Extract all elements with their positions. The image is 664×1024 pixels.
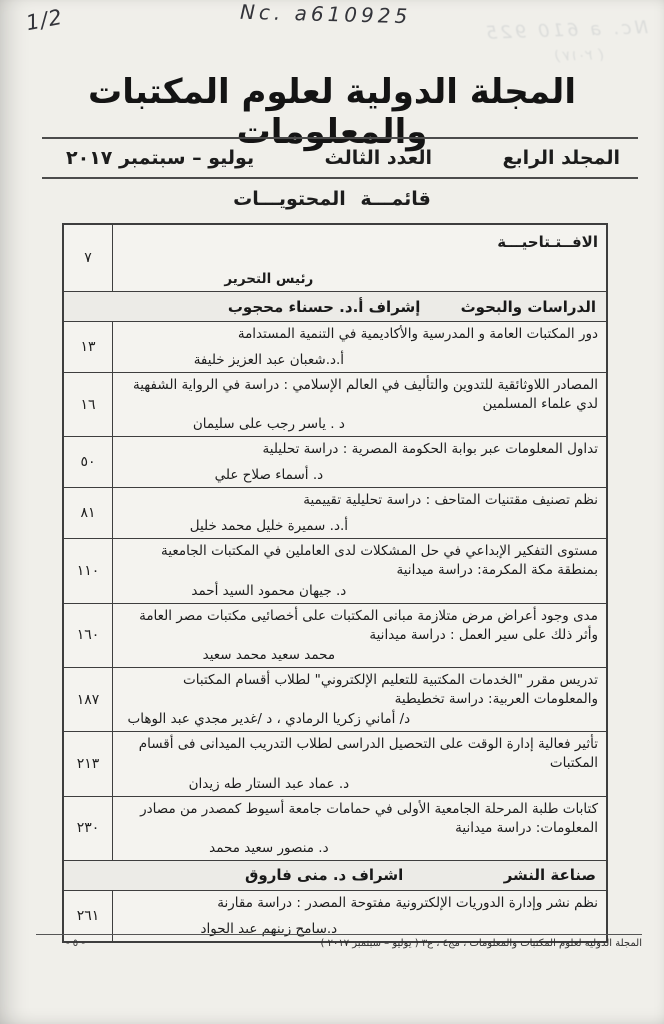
entry-author: محمد سعيد محمد سعيد [202, 646, 336, 663]
toc-section-row [64, 292, 606, 322]
section-supervisor: إشراف أ.د. حسناء محجوب [227, 297, 421, 316]
entry-page-number: ٢٦١ [64, 891, 113, 941]
entry-title: المصادر اللاوثائقية للتدوين والتأليف في العالم الإسلامي : دراسة في الرواية الشفهية لدي علماء المسلمين [133, 377, 598, 413]
toc-heading: قائمـــة المحتويـــات [233, 188, 431, 210]
entry-author: د.سامح زينهم عبد الجواد [200, 920, 338, 937]
entry-author: رئيس التحرير [224, 271, 314, 287]
entry-author: د . ياسر رجب على سليمان [192, 416, 345, 433]
entry-title: نظم تصنيف مقتنيات المتاحف : دراسة تحليلية تقييمية [303, 492, 598, 509]
toc-section-row [64, 861, 606, 891]
entry-title: مدى وجود أعراض مرض متلازمة مبانى المكتبات على أخصائيى مكتبات مصر العامة وأثر ذلك على سير العمل : دراسة ميدانية [139, 607, 598, 643]
entry-page-number: ٢٣٠ [64, 797, 113, 860]
entry-content [113, 322, 606, 372]
entry-page-number: ١٣ [64, 322, 113, 372]
section-supervisor: اشراف د. منى فاروق [245, 866, 404, 885]
toc-entry-row [64, 373, 606, 437]
toc-entry-row [64, 604, 606, 668]
entry-title: تداول المعلومات عبر بوابة الحكومة المصرية : دراسة تحليلية [262, 441, 598, 458]
toc-entry-row [64, 732, 606, 796]
entry-content [113, 373, 606, 436]
footer-citation: المجلة الدولية لعلوم المكتبات والمعلومات ، مج٤ ، ع٣ ( يوليو – سبتمبر ٢٠١٧ ) [320, 938, 642, 949]
entry-content [113, 539, 606, 602]
entry-content [113, 668, 606, 731]
toc-table [62, 223, 608, 943]
entry-content [113, 225, 606, 291]
period-label: يوليو – سبتمبر ٢٠١٧ [66, 147, 255, 169]
toc-entry-row [64, 797, 606, 861]
bleedthrough-text: Nc. a 610 925 [482, 17, 649, 44]
entry-title: مستوى التفكير الإبداعي في حل المشكلات لدى العاملين في المكتبات الجامعية بمنطقة مكة المكرمة: دراسة ميدانية [161, 543, 598, 579]
toc-entry-row [64, 437, 606, 488]
entry-content [113, 797, 606, 860]
toc-entry-row [64, 668, 606, 732]
entry-author: أ.د.شعبان عبد العزيز خليفة [193, 352, 345, 368]
entry-title: دور المكتبات العامة و المدرسية والأكاديمية في التنمية المستدامة [237, 326, 598, 342]
entry-author: د. منصور سعيد محمد [209, 839, 329, 856]
entry-page-number: ١٦٠ [64, 604, 113, 667]
entry-page-number: ١٦ [64, 373, 113, 436]
toc-entry-row [64, 539, 606, 603]
divider-line [42, 137, 638, 139]
toc-entry-row [64, 488, 606, 539]
entry-page-number: ٨١ [64, 488, 113, 538]
section-title: صناعة النشر [503, 866, 596, 885]
entry-title: نظم نشر وإدارة الدوريات الإلكترونية مفتوحة المصدر : دراسة مقارنة [217, 894, 598, 911]
entry-author: د. عماد عبد الستار طه زيدان [188, 775, 350, 792]
journal-title: المجلة الدولية لعلوم المكتبات والمعلومات [88, 72, 576, 152]
entry-author: د. جيهان محمود السيد أحمد [191, 582, 347, 599]
issue-info-bar [42, 141, 638, 175]
entry-author: أ.د. سميرة خليل محمد خليل [189, 518, 349, 535]
entry-page-number: ٢١٣ [64, 732, 113, 795]
entry-title: تأثير فعالية إدارة الوقت على التحصيل الدراسى لطلاب التدريب الميدانى فى أقسام المكتبات [138, 736, 598, 772]
issue-label: العدد الثالث [324, 147, 433, 169]
toc-entry-row [64, 225, 606, 292]
entry-content [113, 604, 606, 667]
entry-title: كتابات طلبة المرحلة الجامعية الأولى في حمامات جامعة أسيوط كمصدر من مصادر المعلومات: دراسة ميدانية [140, 800, 598, 836]
section-title: الدراسات والبحوث [460, 297, 596, 316]
bleedthrough-text: ( ٢٠١٧ ) [553, 47, 605, 65]
entry-content [113, 488, 606, 538]
entry-page-number: ١١٠ [64, 539, 113, 602]
divider-line [42, 177, 638, 179]
entry-title: الافــتـتاحيـــة [497, 233, 598, 251]
toc-entry-row [64, 322, 606, 373]
entry-content [113, 732, 606, 795]
entry-author: د. أسماء صلاح علي [214, 467, 324, 484]
handwritten-accession-number: Nc. a610925 [239, 0, 412, 29]
volume-label: المجلد الرابع [502, 147, 620, 169]
footer-page-number: - ٥ - [66, 938, 85, 949]
entry-title: تدريس مقرر "الخدمات المكتبية للتعليم الإلكتروني" لطلاب أقسام المكتبات والمعلومات العربية: دراسة تخطيطية [183, 671, 598, 708]
page-footer [36, 934, 642, 949]
handwritten-page-mark: 1/2 [24, 4, 65, 36]
entry-content [113, 437, 606, 487]
entry-page-number: ٥٠ [64, 437, 113, 487]
entry-author: د/ أماني زكريا الرمادي ، د /غدير مجدي عبد الوهاب [127, 711, 411, 728]
entry-page-number: ٧ [64, 225, 113, 291]
entry-page-number: ١٨٧ [64, 668, 113, 731]
